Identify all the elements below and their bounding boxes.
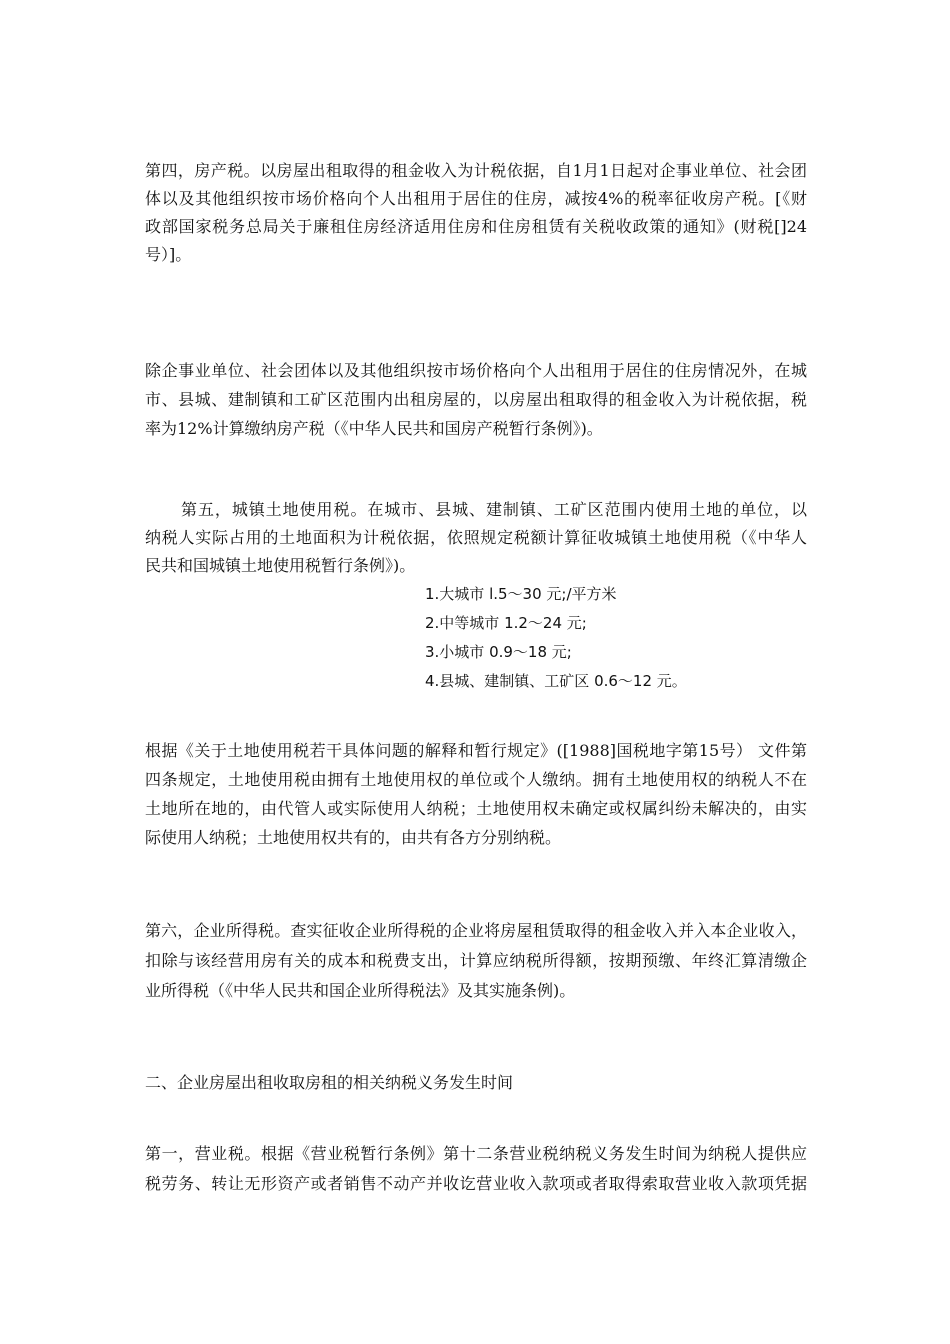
paragraph-corporate-income-tax [145,916,807,1006]
text-line: 纳税人实际占用的土地面积为计税依据，依照规定税额计算征收城镇土地使用税（《中华人 [145,528,807,547]
text-line: 扣除与该经营用房有关的成本和税费支出，计算应纳税所得额，按期预缴、年终汇算清缴企 [145,951,807,970]
list-item: 4.县城、建制镇、工矿区 0.6～12 元。 [425,672,687,690]
paragraph-property-tax [145,157,807,269]
text-line: 第四，房产税。以房屋出租取得的租金收入为计税依据，自1月1日起对企事业单位、社会团 [145,161,807,180]
text-line: 政部国家税务总局关于廉租住房经济适用住房和住房租赁有关税收政策的通知》(财税[]24 [145,217,807,236]
text-line: 民共和国城镇土地使用税暂行条例》)。 [145,556,416,575]
list-item: 1.大城市 l.5～30 元;/平方米 [425,585,617,603]
text-line: 除企事业单位、社会团体以及其他组织按市场价格向个人出租用于居住的住房情况外，在城 [145,361,807,380]
text-line: 第六，企业所得税。查实征收企业所得税的企业将房屋租赁取得的租金收入并入本企业收入， [145,921,807,940]
text-line: 土地所在地的，由代管人或实际使用人纳税；土地使用权未确定或权属纠纷未解决的，由实 [145,799,807,818]
text-line: 市、县城、建制镇和工矿区范围内出租房屋的，以房屋出租取得的租金收入为计税依据，税 [145,390,807,409]
land-tax-rate-list [425,580,687,696]
text-line: 第一，营业税。根据《营业税暂行条例》第十二条营业税纳税义务发生时间为纳税人提供应 [145,1144,807,1163]
text-line: 率为12%计算缴纳房产税（《中华人民共和国房产税暂行条例》)。 [145,419,603,438]
paragraph-business-tax [145,1139,807,1199]
text-line: 际使用人纳税；土地使用权共有的，由共有各方分别纳税。 [145,828,562,847]
list-item: 2.中等城市 1.2～24 元; [425,614,587,632]
paragraph-land-use-tax [145,496,807,580]
paragraph-land-use-tax-rules [145,736,807,852]
section-heading [145,1069,807,1097]
text-line: 四条规定，土地使用税由拥有土地使用权的单位或个人缴纳。拥有土地使用权的纳税人不在 [145,770,807,789]
text-line: 体以及其他组织按市场价格向个人出租用于居住的住房，减按4%的税率征收房产税。[《财 [145,189,807,208]
paragraph-property-tax-rate [145,356,807,443]
heading-text: 二、企业房屋出租收取房租的相关纳税义务发生时间 [145,1073,514,1092]
text-line: 号）]。 [145,245,192,264]
list-item: 3.小城市 0.9～18 元; [425,643,572,661]
text-line: 业所得税（《中华人民共和国企业所得税法》及其实施条例)。 [145,981,576,1000]
text-line: 第五，城镇土地使用税。在城市、县城、建制镇、工矿区范围内使用土地的单位，以 [181,500,807,519]
text-line: 根据《关于土地使用税若干具体问题的解释和暂行规定》([1988]国税地字第15号） 文件第 [145,741,807,760]
text-line: 税劳务、转让无形资产或者销售不动产并收讫营业收入款项或者取得索取营业收入款项凭据 [145,1174,807,1193]
